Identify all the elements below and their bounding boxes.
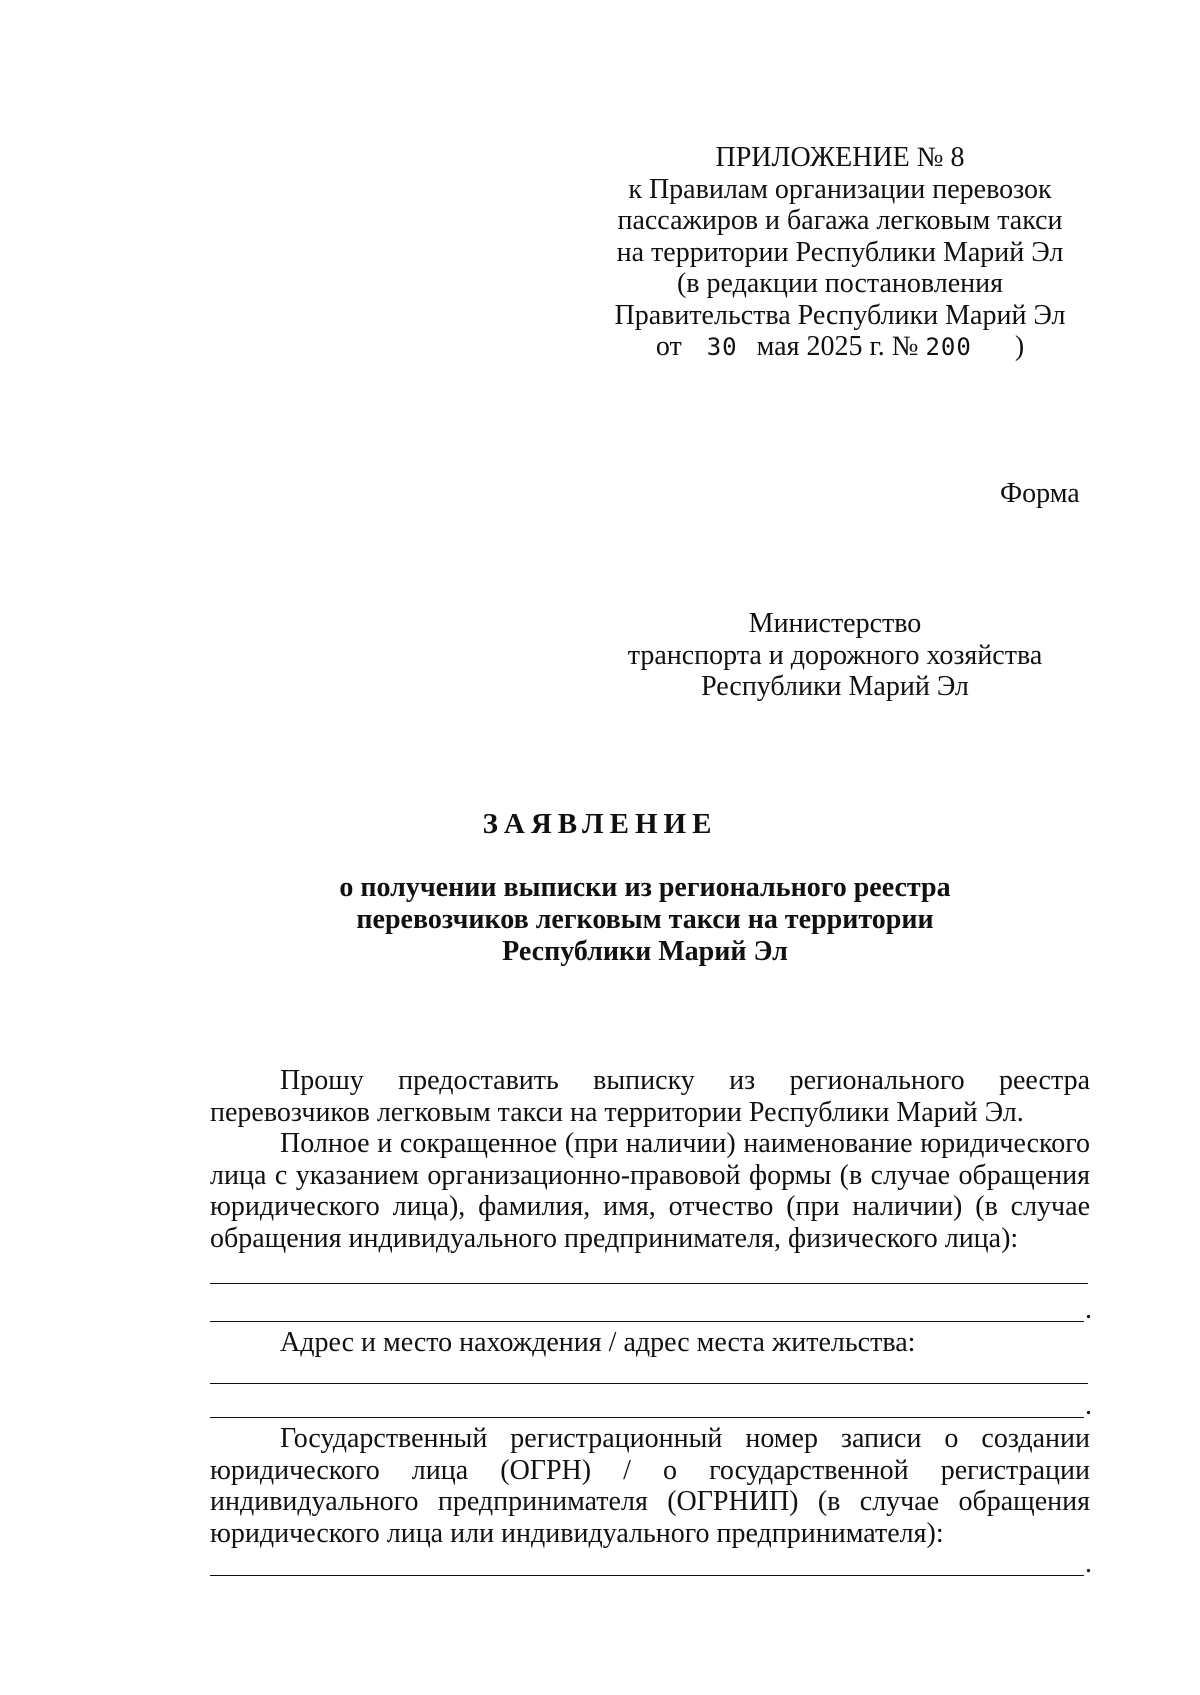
line-end-dot: . bbox=[1085, 1548, 1092, 1579]
paragraph-line: юридического лица), фамилия, имя, отчество (при наличии) (в случае bbox=[210, 1191, 1090, 1222]
subtitle-line: Республики Марий Эл bbox=[502, 936, 788, 967]
appendix-date-line bbox=[600, 331, 1080, 364]
document-subtitle bbox=[200, 872, 1090, 968]
request-paragraph bbox=[210, 1065, 1090, 1128]
name-paragraph bbox=[210, 1128, 1090, 1254]
appendix-line: к Правилам организации перевозок bbox=[628, 173, 1052, 205]
paragraph-line: Адрес и место нахождения / адрес места жительства: bbox=[280, 1327, 916, 1358]
ministry-line: транспорта и дорожного хозяйства bbox=[627, 639, 1043, 671]
ministry-line: Республики Марий Эл bbox=[701, 671, 969, 702]
line-end-dot: . bbox=[1085, 1390, 1092, 1421]
ministry-line: Министерство bbox=[748, 608, 922, 639]
decree-number: 200 bbox=[925, 333, 972, 361]
form-label: Форма bbox=[1000, 478, 1080, 509]
appendix-line: Правительства Республики Марий Эл bbox=[614, 299, 1066, 331]
appendix-header bbox=[600, 142, 1080, 364]
date-day: 30 bbox=[706, 333, 738, 361]
date-month-year: мая 2025 г. № bbox=[756, 331, 919, 362]
ogrn-paragraph bbox=[210, 1423, 1090, 1549]
address-fill-line-2[interactable] bbox=[210, 1417, 1084, 1418]
address-fill-line-1[interactable] bbox=[210, 1383, 1088, 1384]
date-prefix: от bbox=[655, 331, 682, 362]
paragraph-line: Государственный регистрационный номер записи о создании bbox=[280, 1423, 1090, 1454]
paragraph-line: Полное и сокращенное (при наличии) наименование юридического bbox=[280, 1128, 1090, 1159]
appendix-line: пассажиров и багажа легковым такси bbox=[617, 205, 1063, 236]
appendix-line: на территории Республики Марий Эл bbox=[616, 236, 1064, 268]
paragraph-line: юридического лица или индивидуального предпринимателя): bbox=[210, 1517, 944, 1549]
appendix-title: ПРИЛОЖЕНИЕ № 8 bbox=[715, 142, 965, 173]
paragraph-line: лица с указанием организационно-правовой формы (в случае обращения bbox=[210, 1159, 1090, 1191]
name-fill-line-2[interactable] bbox=[210, 1321, 1084, 1322]
line-end-dot: . bbox=[1085, 1294, 1092, 1325]
subtitle-line: перевозчиков легковым такси на территории bbox=[356, 904, 934, 935]
paragraph-line: юридического лица (ОГРН) / о государственной регистрации bbox=[210, 1454, 1090, 1486]
paragraph-line: перевозчиков легковым такси на территории Республики Марий Эл. bbox=[210, 1096, 1024, 1128]
paragraph-line: индивидуального предпринимателя (ОГРНИП) (в случае обращения bbox=[210, 1486, 1090, 1517]
paragraph-line: обращения индивидуального предпринимателя, физического лица): bbox=[210, 1222, 1019, 1254]
date-suffix: ) bbox=[1014, 331, 1025, 362]
ogrn-fill-line[interactable] bbox=[210, 1575, 1084, 1576]
address-paragraph bbox=[210, 1327, 1090, 1359]
document-title: ЗАЯВЛЕНИЕ bbox=[482, 808, 718, 840]
name-fill-line-1[interactable] bbox=[210, 1283, 1088, 1284]
subtitle-line: о получении выписки из регионального реестра bbox=[339, 872, 951, 903]
paragraph-line: Прошу предоставить выписку из регионального реестра bbox=[280, 1065, 1090, 1096]
appendix-line: (в редакции постановления bbox=[676, 268, 1004, 299]
ministry-addressee bbox=[600, 608, 1070, 703]
